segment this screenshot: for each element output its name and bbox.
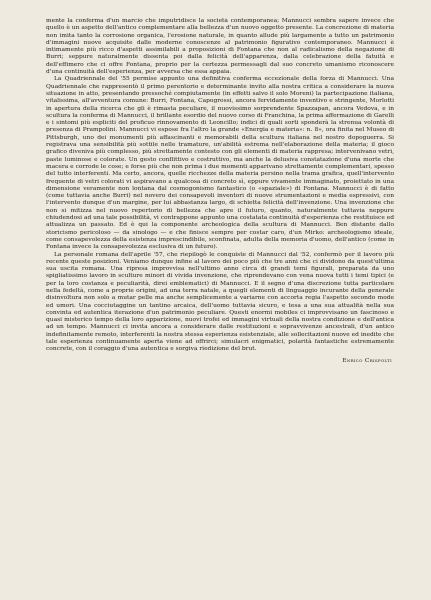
article-paragraph-1: mente la conferma d'un marcio che imputridisce la società contemporanea; Mannucci sembra sapere invece che quello è un aspetto dell'antico complementare alla bellezza d'un nuovo oggetto presente. La concrezione di materia non imita tanto la corrosione organica, l'erosione naturale, in quanto allude più largamente a tutto un patrimonio d'immagini nuove acquisite dalle moderne conoscenze al patrimonio figurativo contemporaneo. Mannucci è intimamente più ricco d'aspetti assimilabili a proposizioni di Fontana che non al radicalismo della negazione di Burri; seppure naturalmente dissenta poi dalla felicità dell'apparenza, dalla celebrazione della fatuità e dell'effimero che ci offre Fontana, proprio per la certezza permessagli dal suo concreto umanismo riconoscere d'una continuità dell'esperienza, per avversa che essa appaia.	[46, 18, 394, 76]
author-signature: Enrico Crispolti	[342, 357, 392, 364]
article-paragraph-2: La Quadriennale del '55 permise appunto una definitiva conferma eccezionale della forza di Mannucci. Una Quadriennale che rappresentò il primo perentorio e determinante invito alla nostra critica a considerare la nuova situazione in atto, presentando pressoché compiutamente (in effetti salvo il solo Moreni) la partecipazione italiana, vitalissima, all'avventura comune: Burri, Fontana, Capogrossi, ancora fervidamente inventivo e stringente, Morlotti in apertura della ricerca che gli è rimasta peculiare, il nuovissimo sorprendente Spazzapan, ancora Vedova, e in scultura la conferma di Mannucci, il brillante esordio del nuovo corso di Franchina, la prima affermazione di Garelli e i sintomi più espliciti del proficuo rinnovamento di Leoncillo; indici di quali sorti sponderà la strenua volontà di presenza di Prampolini. Mannucci vi espose fra l'altro la grande «Energia e materia»: n. 8», ora finita nel Museo di Pittsburgh, uno dei monumenti più affascinanti e memorabili della scultura italiana nel nostro dopoguerra. Si registrava una sensibilità più sottile nelle tramature, un'abilità estrema nell'elaborazione della materia; il gioco grafico diveniva più complesso, più strettamente contesto con gli elementi di materia rappresa; intervenivano vetri, paste luminose e colorate. Un gesto conflittivo e costruttivo, ma anche la delusiva constatazione d'una morte che macera e corrode le cose; e forse più che non prima i due momenti apparivano strettamente complementari, spesso del tutto interferenti. Ma certo, ancora, quelle ricchezze della materia persino nella trama grafica, quell'intervento frequente di vetri colorati vi aspiravano a qualcosa di concreto sì, eppure vivamente immaginato, proiettato in una dimensione veramente non lontana dal cosmogonismo fantastico (o «spaziale») di Fontana. Mannucci è di fatto (come tuttavia anche Burri) nel novero dei consapevoli inventori di nuove strumentazioni e media espressivi, con l'intervento dunque d'un margine, per lui abbastanza largo, di schietta felicità dell'invenzione. Una invenzione che non si mitizza nel nuovo repertorio di bellezza che apre il futuro, quanto, naturalmente tuttavia neppure chiudendosi ad una tale possibilità, vi contrappone appunto una costatata continuità d'esperienza che restituisce ed attualizza un passato. Ed è qui la componente archeologica della scultura di Mannucci. Ben distante dallo storicismo pericoloso — da sinologo — e che finisce sempre per costar caro, d'un Mirko: archeologismo ideale, come consapevolezza della esistenza imprescindibile, sconfinata, adulta della memoria d'uomo, dell'antico (come in Fontana invece la consapevolezza esclusiva di un futuro).	[46, 76, 394, 251]
article-paragraph-3: La personale romana dell'aprile '57, che riepilogò le conquiste di Mannucci dal '52, confermò per il lavoro più recente queste posizioni. Veniamo dunque infine al lavoro dei poco più che tre anni che ci dividono da quest'ultima sua uscita romana. Una ripresa improvvisa nell'ultimo anno circa di grandi temi figurali, preparata da uno spigliatissimo lavoro in sculture minori di vivida invenzione, che riprendevano con vena nuova tutti i temi tipici (e per la loro costanza e peculiarità, direi emblematici) di Mannucci. E il segno d'una discrezione tutta particolare nella fedeltà, come a proprie origini, ad una terra natale, a quegli elementi di linguaggio incurante della generale disinvoltura non solo a mutar pelle ma anche semplicemente a variarne con accorta regia l'aspetto secondo mode ed umori. Una cocciutaggine un tantino arcaica, dell'uomo tuttavia sicuro, e tesa a una sua attualità nella sua convinta ed autentica iterazione d'un patrimonio peculiare. Questi enormi mobiles ci improvvisano un fascinoso e quasi misterico tempo della loro apparizione, nuovi trofei ed immagini virtuali della nostra condizione e dell'antica ad un tempo. Mannucci ci invita ancora a considerare dalle restituzioni e sopravvivenze ancestrali, d'un antico indefinitamente remoto, interferenti la nostra stessa esperienza esistenziale, alle sollecitazioni nuove ed inedite che tale esperienza continuamente aperta viene ad offrirci; simulacri enigmatici, polarità fantastiche estremamente concrete, con il coraggio d'una autentica e sorgiva riedizione del brut.	[46, 251, 394, 353]
article-page	[46, 18, 394, 590]
